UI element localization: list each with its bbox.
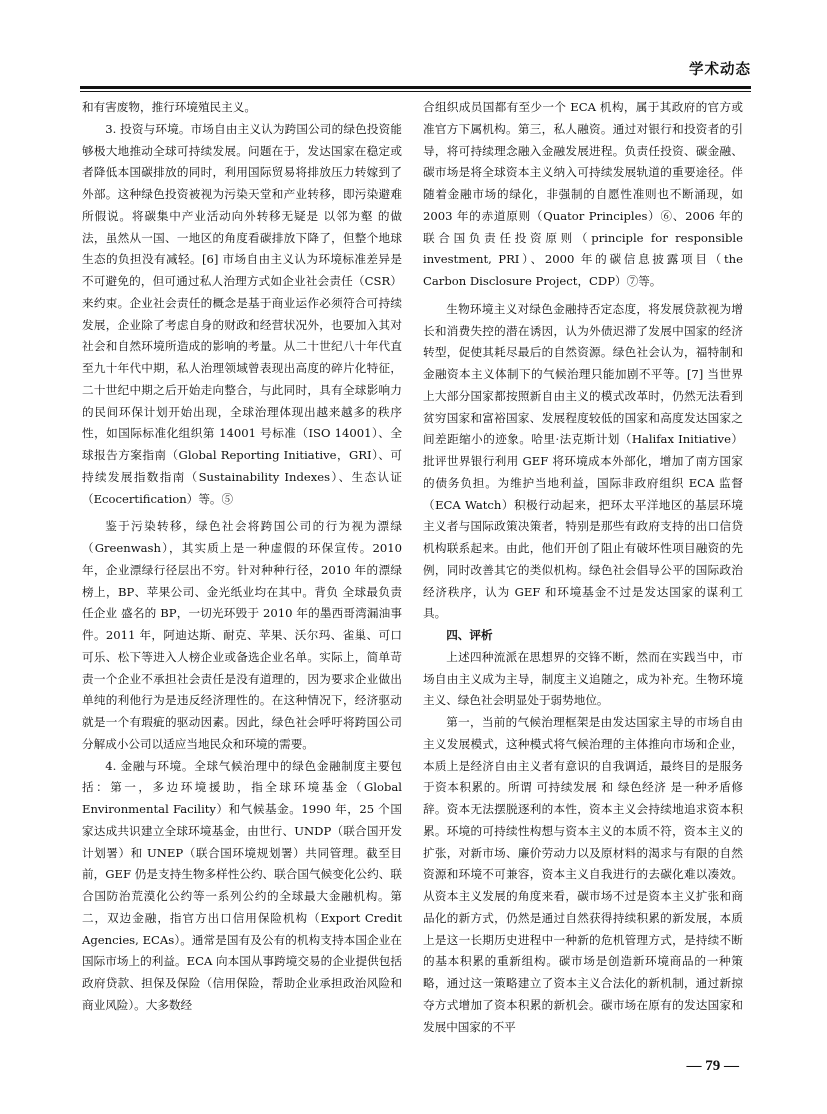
section-title: 学术动态 xyxy=(689,62,751,78)
page-number: — 79 — xyxy=(686,1058,739,1074)
paragraph-finance-environment: 4. 金融与环境。全球气候治理中的绿色金融制度主要包括：第一，多边环境援助，指全球环境基金（Global Environmental Facility）和气候基金。1990 年，25 个国家达成共识建立全球环境基金，由世行、UNDP（联合国开发计划署）和 UNEP（联合国环境规划署）共同管理。截至目前，GEF 仍是支持生物多样性公约、联合国气候变化公约、联合国防治荒漠化公约等一系列公约的全球最大金融机构。第二，双边金融，指官方出口信用保险机构（Export Credit Agencies, ECAs）。通常是国有及公有的机构支持本国企业在国际市场上的利益。ECA 向本国从事跨境交易的企业提供包括政府贷款、担保及保险（信用保险，帮助企业承担政治风险和商业风险）。大多数经 xyxy=(82,758,402,1012)
paragraph-eca-continuation: 合组织成员国都有至少一个 ECA 机构，属于其政府的官方或准官方下属机构。第三，私人融资。通过对银行和投资者的引导，将可持续理念融入金融发展进程。负责任投资、碳金融、碳市场是将全球资本主义纳入可持续发展轨道的重要途径。伴随着金融市场的绿化，非强制的自愿性准则也不断涌现，如 2003 年的赤道原则（Quator Principles）⑥、2006 年的联合国负责任投资原则（principle for responsible investment, PRI）、2000 年的碳信息披露项目（the Carbon Disclosure Project，CDP）⑦等。 xyxy=(423,100,743,288)
right-column xyxy=(423,97,743,1038)
paragraph-investment-environment: 3. 投资与环境。市场自由主义认为跨国公司的绿色投资能够极大地推动全球可持续发展。问题在于，发达国家在稳定或者降低本国碳排放的同时，利用国际贸易将排放压力转嫁到了外部。这种绿色投资被视为污染天堂和产业转移，即污染避难所假说。将碳集中产业活动向外转移无疑是 以邻为壑 的做法，虽然从一国、一地区的角度看碳排放下降了，但整个地球生态的负担没有减轻。[6] 市场自由主义认为环境标准差异是不可避免的，但可通过私人治理方式如企业社会责任（CSR）来约束。企业社会责任的概念是基于商业运作必须符合可持续发展，企业除了考虑自身的财政和经营状况外，也要加入其对社会和自然环境所造成的影响的考量。从二十世纪八十年代直至九十年代中期，私人治理领域曾表现出高度的碎片化特征，二十世纪中期之后开始走向整合，与此同时，具有全球影响力的民间环保计划开始出现，全球治理体现出越来越多的秩序性，如国际标准化组织第 14001 号标准（ISO 14001）、全球报告方案指南（Global Reporting Initiative，GRI）、可持续发展指数指南（Sustainability Indexes）、生态认证（Ecocertification）等。⑤ xyxy=(82,121,402,506)
left-column xyxy=(82,97,402,1017)
paragraph-continuation: 和有害废物，推行环境殖民主义。 xyxy=(82,100,256,114)
paragraph-first-point: 第一，当前的气候治理框架是由发达国家主导的市场自由主义发展模式，这种模式将气候治理的主体推向市场和企业，本质上是经济自由主义者有意识的自我调适，最终目的是服务于资本积累的。所谓 可持续发展 和 绿色经济 是一种矛盾修辞。资本无法摆脱逐利的本性，资本主义会持续地追求资本积累。环境的可持续性构想与资本主义的本质不符，资本主义的扩张，对新市场、廉价劳动力以及原材料的渴求与有限的自然资源和环境不可兼容，资本主义自我进行的去碳化难以凑效。从资本主义发展的角度来看，碳市场不过是资本主义扩张和商品化的新方式，仍然是通过自然获得持续积累的新发展，本质上是这一长期历史进程中一种新的危机管理方式，是持续不断的基本积累的重新组构。碳市场是创造新环境商品的一种策略，通过这一策略建立了资本主义合法化的新机制，通过新掠夺方式增加了资本积累的新机会。碳市场在原有的发达国家和发展中国家的不平 xyxy=(423,715,743,1034)
paragraph-bioenvironmentalism: 生物环境主义对绿色金融持否定态度，将发展贷款视为增长和消费失控的潜在诱因，认为外债迟滞了发展中国家的经济转型，促使其耗尽最后的自然资源。绿色社会认为，福特制和金融资本主义体制下的气候治理只能加剧不平等。[7] 当世界上大部分国家都按照新自由主义的模式改革时，仍然无法看到贫穷国家和富裕国家、发展程度较低的国家和高度发达国家之间差距缩小的迹象。哈里·法克斯计划（Halifax Initiative）批评世界银行利用 GEF 将环境成本外部化，增加了南方国家的债务负担。为维护当地利益，国际非政府组织 ECA 监督（ECA Watch）积极行动起来，把环太平洋地区的基层环境主义者与国际政策决策者，特别是那些有政府支持的出口信贷机构联系起来。由此，他们开创了阻止有破坏性项目融资的先例，同时改善其它的类似机构。绿色社会倡导公平的国际政治经济秩序，认为 GEF 和环境基金不过是发达国家的谋利工具。 xyxy=(423,301,743,621)
section-heading-evaluation: 四、评析 xyxy=(446,628,493,642)
paragraph-greenwash: 鉴于污染转移，绿色社会将跨国公司的行为视为漂绿（Greenwash），其实质上是一种虚假的环保宣传。2010 年，企业漂绿行径层出不穷。针对种种行径，2010 年的漂绿榜上，BP、苹果公司、金光纸业均在其中。背负 全球最负责任企业 盛名的 BP，一切光环毁于 2010 年的墨西哥湾漏油事件。2011 年，阿迪达斯、耐克、苹果、沃尔玛、雀巢、可口可乐、松下等进入人榜企业或备选企业名单。实际上，简单苛责一个企业不承担社会责任是没有道理的，因为要求企业做出单纯的利他行为是违反经济理性的。在这种情况下，经济驱动就是一个有瑕疵的驱动因素。因此，绿色社会呼吁将跨国公司分解成小公司以适应当地民众和环境的需要。 xyxy=(82,519,402,751)
header-rule xyxy=(80,86,751,89)
paragraph-evaluation-intro: 上述四种流派在思想界的交锋不断，然而在实践当中，市场自由主义成为主导，制度主义追随之，成为补充。生物环境主义、绿色社会明显处于弱势地位。 xyxy=(423,649,743,708)
header-rule-thin xyxy=(80,91,751,92)
